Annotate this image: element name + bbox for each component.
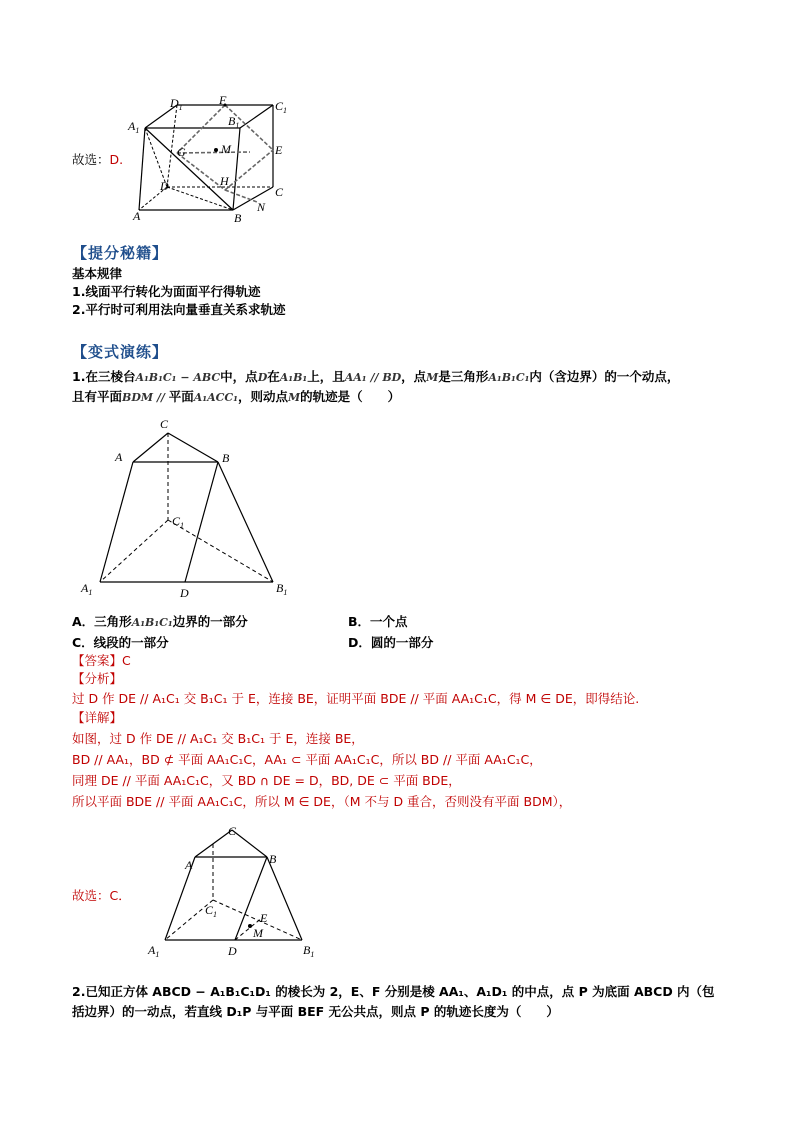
f1-label-c1: $C_1$	[172, 514, 185, 530]
detail-line-3: 同理 DE // 平面 AA₁C₁C，又 BD ∩ DE = D，BD, DE ⊂ 平面 BDE，	[72, 773, 461, 788]
label-f: F	[219, 95, 227, 107]
q1-line2: 且有平面BDM // 平面A₁ACC₁，则动点M的轨迹是（ ）	[72, 389, 401, 404]
answer-letter: D.	[109, 152, 124, 167]
final-prefix: 故选：	[72, 888, 110, 903]
option-a: A．三角形A₁B₁C₁边界的一部分	[72, 614, 248, 629]
final-letter: C．	[109, 888, 131, 903]
f2-label-e: E	[260, 911, 268, 925]
f2-label-d: D	[228, 944, 237, 958]
label-a: A	[133, 209, 141, 223]
f2-label-m: M	[253, 926, 263, 940]
answer-row	[72, 653, 131, 669]
f1-label-b: B	[222, 451, 230, 465]
f1-label-c: C	[160, 417, 169, 431]
option-c: C．线段的一部分	[72, 635, 169, 650]
label-n: N	[257, 200, 266, 214]
label-d1: $D_1$	[170, 96, 183, 112]
tips-item-1: 1.线面平行转化为面面平行得轨迹	[72, 284, 261, 299]
detail-line-1: 如图，过 D 作 DE // A₁C₁ 交 B₁C₁ 于 E，连接 BE，	[72, 731, 364, 746]
f2-label-c: C	[228, 824, 237, 838]
frustum-figure-2	[145, 822, 325, 962]
cube-figure	[125, 95, 300, 225]
f2-label-b: B	[269, 852, 277, 866]
label-h: H	[220, 174, 229, 188]
label-b1: $B_1$	[228, 114, 240, 130]
q1-line1: 1.在三棱台A₁B₁C₁ − ABC中，点D在A₁B₁上，且AA₁ // BD，点M是三角形A₁B₁C₁内（含边界）的一个动点，	[72, 369, 680, 384]
q2-line2: 括边界）的一动点，若直线 D₁P 与平面 BEF 无公共点，则点 P 的轨迹长度为（ ）	[72, 1004, 559, 1019]
exercise-header: 【变式演练】	[72, 343, 169, 361]
f1-label-d: D	[180, 586, 189, 600]
f2-label-a1: $A_1$	[148, 943, 160, 959]
answer-prefix: 故选：	[72, 152, 110, 167]
tips-item-2: 2.平行时可利用法向量垂直关系求轨迹	[72, 302, 286, 317]
f2-label-b1: $B_1$	[303, 943, 315, 959]
detail-line-2: BD // AA₁，BD ⊄ 平面 AA₁C₁C，AA₁ ⊂ 平面 AA₁C₁C，所以 BD // 平面 AA₁C₁C，	[72, 752, 542, 767]
answer-tag: 【答案】	[72, 653, 123, 668]
f2-label-a: A	[185, 858, 193, 872]
label-b: B	[234, 211, 242, 225]
analysis-text: 过 D 作 DE // A₁C₁ 交 B₁C₁ 于 E，连接 BE，证明平面 BDE // 平面 AA₁C₁C，得 M ∈ DE，即得结论.	[72, 691, 640, 706]
label-e: E	[275, 143, 283, 157]
f1-label-a1: $A_1$	[81, 581, 93, 597]
answer-value: C	[122, 653, 131, 668]
label-a1: $A_1$	[128, 119, 140, 135]
detail-tag: 【详解】	[72, 710, 123, 725]
f2-label-c1: $C_1$	[205, 903, 218, 919]
option-b: B．一个点	[348, 614, 408, 629]
frustum-figure	[78, 415, 298, 600]
label-g: G	[177, 145, 186, 159]
f1-label-b1: $B_1$	[276, 581, 288, 597]
analysis-tag: 【分析】	[72, 671, 123, 686]
label-m: M	[221, 142, 231, 156]
top-answer	[72, 152, 123, 168]
q2-line1: 2.已知正方体 ABCD − A₁B₁C₁D₁ 的棱长为 2，E、F 分别是棱 AA₁、A₁D₁ 的中点，点 P 为底面 ABCD 内（包	[72, 984, 715, 999]
label-c1: $C_1$	[275, 99, 288, 115]
option-d: D．圆的一部分	[348, 635, 434, 650]
tips-subtitle: 基本规律	[72, 266, 123, 281]
f1-label-a: A	[115, 450, 123, 464]
label-c: C	[275, 185, 284, 199]
tips-header: 【提分秘籍】	[72, 244, 169, 262]
detail-line-4: 所以平面 BDE // 平面 AA₁C₁C，所以 M ∈ DE，（M 不与 D 重合，否则没有平面 BDM），	[72, 794, 572, 809]
label-d: D	[160, 179, 169, 193]
final-answer	[72, 888, 131, 904]
